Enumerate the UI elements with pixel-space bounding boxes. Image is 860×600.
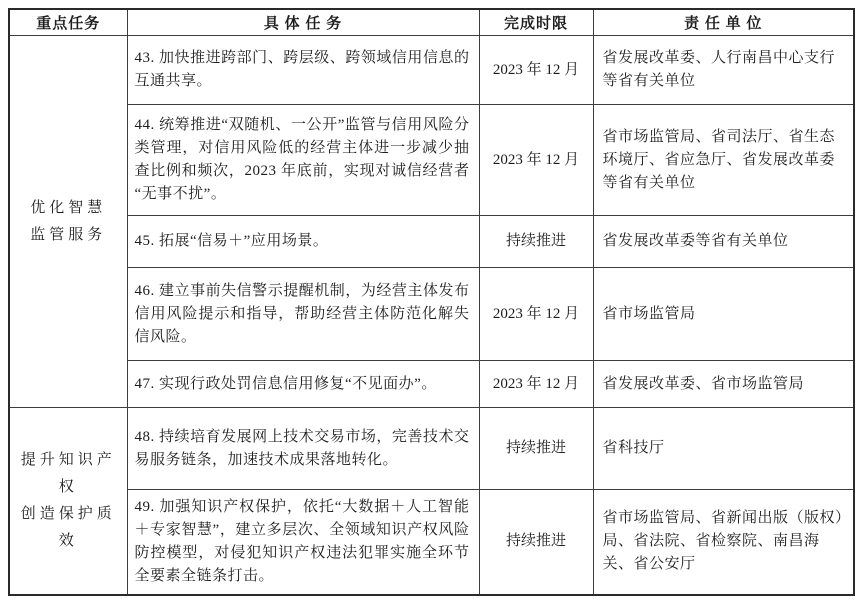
group-label-line: 创造保护质效 xyxy=(20,505,116,549)
task-cell: 49. 加强知识产权保护，依托“大数据＋人工智能＋专家智慧”，建立多层次、全领域知识产权风险防控模型，对侵犯知识产权违法犯罪实施全环节全要素全链条打击。 xyxy=(127,490,479,595)
deadline-cell: 2023 年 12 月 xyxy=(479,105,593,216)
units-cell: 省发展改革委、人行南昌中心支行等省有关单位 xyxy=(593,36,854,105)
header-deadline: 完成时限 xyxy=(479,9,593,36)
task-cell: 46. 建立事前失信警示提醒机制，为经营主体发布信用风险提示和指导，帮助经营主体防范化解失信风险。 xyxy=(127,268,479,361)
table-row-43 xyxy=(9,36,854,105)
task-cell: 45. 拓展“信易＋”应用场景。 xyxy=(127,216,479,268)
table-row-46 xyxy=(9,268,854,361)
units-cell: 省市场监管局、省司法厅、省生态环境厅、省应急厅、省发展改革委等省有关单位 xyxy=(593,105,854,216)
header-specific-task: 具 体 任 务 xyxy=(127,9,479,36)
table-row-49 xyxy=(9,490,854,595)
deadline-cell: 持续推进 xyxy=(479,408,593,490)
table-row-48 xyxy=(9,408,854,490)
deadline-cell: 持续推进 xyxy=(479,490,593,595)
table-row-44 xyxy=(9,105,854,216)
table-header-row xyxy=(9,9,854,36)
task-cell: 48. 持续培育发展网上技术交易市场，完善技术交易服务链条，加速技术成果落地转化。 xyxy=(127,408,479,490)
deadline-cell: 2023 年 12 月 xyxy=(479,361,593,408)
task-cell: 44. 统筹推进“双随机、一公开”监管与信用风险分类管理，对信用风险低的经营主体进一步减少抽查比例和频次，2023 年底前，实现对诚信经营者“无事不扰”。 xyxy=(127,105,479,216)
deadline-cell: 2023 年 12 月 xyxy=(479,36,593,105)
header-key-task: 重点任务 xyxy=(9,9,127,36)
group-label-line: 监管服务 xyxy=(30,226,107,243)
header-responsible-unit: 责 任 单 位 xyxy=(593,9,854,36)
group-label-line: 优化智慧 xyxy=(30,199,107,216)
group-cell-intellectual-property xyxy=(9,408,127,595)
units-cell: 省科技厅 xyxy=(593,408,854,490)
task-cell: 47. 实现行政处罚信息信用修复“不见面办”。 xyxy=(127,361,479,408)
units-cell: 省市场监管局 xyxy=(593,268,854,361)
deadline-cell: 2023 年 12 月 xyxy=(479,268,593,361)
units-cell: 省发展改革委等省有关单位 xyxy=(593,216,854,268)
task-cell: 43. 加快推进跨部门、跨层级、跨领域信用信息的互通共享。 xyxy=(127,36,479,105)
units-cell: 省发展改革委、省市场监管局 xyxy=(593,361,854,408)
table-row-45 xyxy=(9,216,854,268)
group-label-line: 提升知识产权 xyxy=(20,451,116,495)
group-cell-smart-supervision xyxy=(9,36,127,408)
units-cell: 省市场监管局、省新闻出版（版权）局、省法院、省检察院、南昌海关、省公安厅 xyxy=(593,490,854,595)
task-assignment-table xyxy=(8,8,855,596)
table-row-47 xyxy=(9,361,854,408)
deadline-cell: 持续推进 xyxy=(479,216,593,268)
